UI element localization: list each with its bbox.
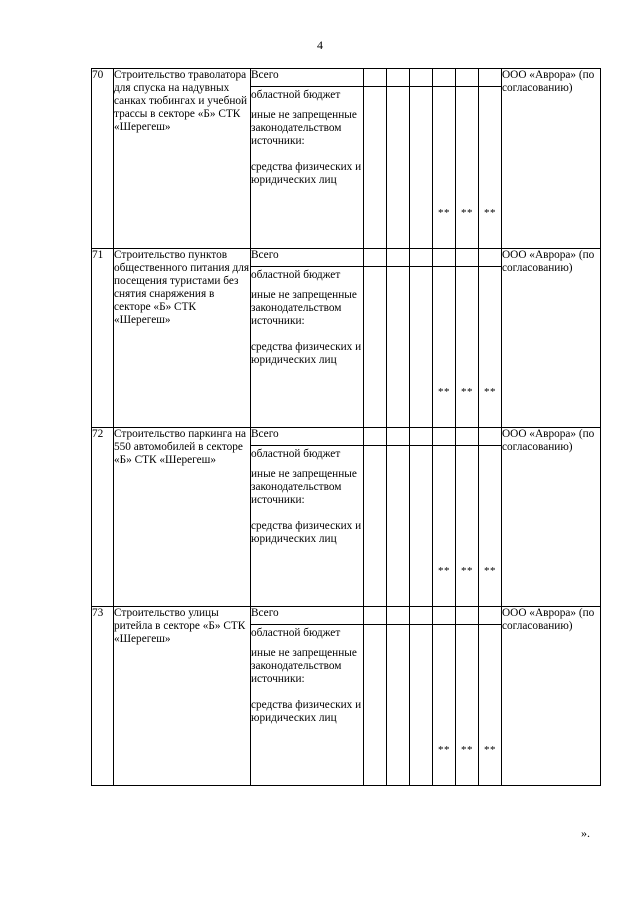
double-asterisk: ** bbox=[438, 744, 450, 756]
empty-cell bbox=[456, 69, 479, 87]
executor: ООО «Аврора» (по согласованию) bbox=[502, 607, 601, 786]
row-number: 70 bbox=[92, 69, 114, 249]
double-asterisk: ** bbox=[461, 207, 473, 219]
mark-cell bbox=[456, 267, 479, 428]
empty-cell bbox=[433, 428, 456, 446]
double-asterisk: ** bbox=[484, 744, 496, 756]
source-total: Всего bbox=[251, 607, 364, 625]
source-other: иные не запрещенные законодательством источники: bbox=[251, 468, 357, 506]
activity-name: Строительство пунктов общественного питания для посещения туристами без снятия снаряжения в секторе «Б» СТК «Шерегеш» bbox=[114, 249, 251, 428]
source-breakdown bbox=[251, 267, 364, 428]
empty-cell bbox=[410, 625, 433, 786]
empty-cell bbox=[410, 446, 433, 607]
source-private: средства физических и юридических лиц bbox=[251, 341, 362, 366]
source-budget: областной бюджет bbox=[251, 627, 341, 639]
empty-cell bbox=[479, 249, 502, 267]
empty-cell bbox=[479, 607, 502, 625]
source-budget: областной бюджет bbox=[251, 269, 341, 281]
double-asterisk: ** bbox=[484, 565, 496, 577]
table-row bbox=[92, 249, 601, 267]
double-asterisk: ** bbox=[461, 386, 473, 398]
double-asterisk: ** bbox=[484, 207, 496, 219]
double-asterisk: ** bbox=[438, 565, 450, 577]
activity-name: Строительство траволатора для спуска на надувных санках тюбингах и учебной трассы в секторе «Б» СТК «Шерегеш» bbox=[114, 69, 251, 249]
source-total: Всего bbox=[251, 69, 364, 87]
double-asterisk: ** bbox=[438, 207, 450, 219]
empty-cell bbox=[410, 87, 433, 249]
table-row bbox=[92, 428, 601, 446]
source-budget: областной бюджет bbox=[251, 89, 341, 101]
source-private: средства физических и юридических лиц bbox=[251, 699, 362, 724]
executor: ООО «Аврора» (по согласованию) bbox=[502, 69, 601, 249]
source-other: иные не запрещенные законодательством источники: bbox=[251, 289, 357, 327]
empty-cell bbox=[364, 69, 387, 87]
closing-quote: ». bbox=[581, 826, 590, 840]
empty-cell bbox=[410, 69, 433, 87]
table-row bbox=[92, 607, 601, 625]
activity-name: Строительство паркинга на 550 автомобилей в секторе «Б» СТК «Шерегеш» bbox=[114, 428, 251, 607]
activity-name: Строительство улицы ритейла в секторе «Б» СТК «Шерегеш» bbox=[114, 607, 251, 786]
mark-cell bbox=[433, 87, 456, 249]
mark-cell bbox=[433, 625, 456, 786]
mark-cell bbox=[479, 87, 502, 249]
empty-cell bbox=[387, 607, 410, 625]
empty-cell bbox=[433, 69, 456, 87]
source-total: Всего bbox=[251, 249, 364, 267]
empty-cell bbox=[364, 607, 387, 625]
source-breakdown bbox=[251, 625, 364, 786]
empty-cell bbox=[387, 446, 410, 607]
empty-cell bbox=[456, 428, 479, 446]
source-breakdown bbox=[251, 87, 364, 249]
empty-cell bbox=[364, 428, 387, 446]
empty-cell bbox=[364, 625, 387, 786]
mark-cell bbox=[433, 446, 456, 607]
row-number: 71 bbox=[92, 249, 114, 428]
empty-cell bbox=[387, 625, 410, 786]
empty-cell bbox=[479, 69, 502, 87]
empty-cell bbox=[410, 428, 433, 446]
mark-cell bbox=[479, 625, 502, 786]
source-other: иные не запрещенные законодательством источники: bbox=[251, 109, 357, 147]
mark-cell bbox=[456, 446, 479, 607]
empty-cell bbox=[387, 428, 410, 446]
source-other: иные не запрещенные законодательством источники: bbox=[251, 647, 357, 685]
empty-cell bbox=[433, 249, 456, 267]
mark-cell bbox=[456, 625, 479, 786]
source-breakdown bbox=[251, 446, 364, 607]
empty-cell bbox=[410, 607, 433, 625]
empty-cell bbox=[410, 267, 433, 428]
double-asterisk: ** bbox=[461, 565, 473, 577]
empty-cell bbox=[364, 267, 387, 428]
source-budget: областной бюджет bbox=[251, 448, 341, 460]
mark-cell bbox=[433, 267, 456, 428]
double-asterisk: ** bbox=[438, 386, 450, 398]
empty-cell bbox=[387, 69, 410, 87]
empty-cell bbox=[479, 428, 502, 446]
executor: ООО «Аврора» (по согласованию) bbox=[502, 249, 601, 428]
mark-cell bbox=[479, 446, 502, 607]
table-row bbox=[92, 69, 601, 87]
executor: ООО «Аврора» (по согласованию) bbox=[502, 428, 601, 607]
empty-cell bbox=[387, 249, 410, 267]
empty-cell bbox=[364, 249, 387, 267]
empty-cell bbox=[364, 87, 387, 249]
empty-cell bbox=[387, 87, 410, 249]
source-total: Всего bbox=[251, 428, 364, 446]
empty-cell bbox=[456, 249, 479, 267]
empty-cell bbox=[456, 607, 479, 625]
source-private: средства физических и юридических лиц bbox=[251, 161, 362, 186]
empty-cell bbox=[410, 249, 433, 267]
double-asterisk: ** bbox=[484, 386, 496, 398]
mark-cell bbox=[479, 267, 502, 428]
empty-cell bbox=[387, 267, 410, 428]
source-private: средства физических и юридических лиц bbox=[251, 520, 362, 545]
page-number: 4 bbox=[317, 38, 323, 52]
row-number: 73 bbox=[92, 607, 114, 786]
program-activities-table bbox=[91, 68, 601, 786]
mark-cell bbox=[456, 87, 479, 249]
double-asterisk: ** bbox=[461, 744, 473, 756]
empty-cell bbox=[433, 607, 456, 625]
empty-cell bbox=[364, 446, 387, 607]
row-number: 72 bbox=[92, 428, 114, 607]
